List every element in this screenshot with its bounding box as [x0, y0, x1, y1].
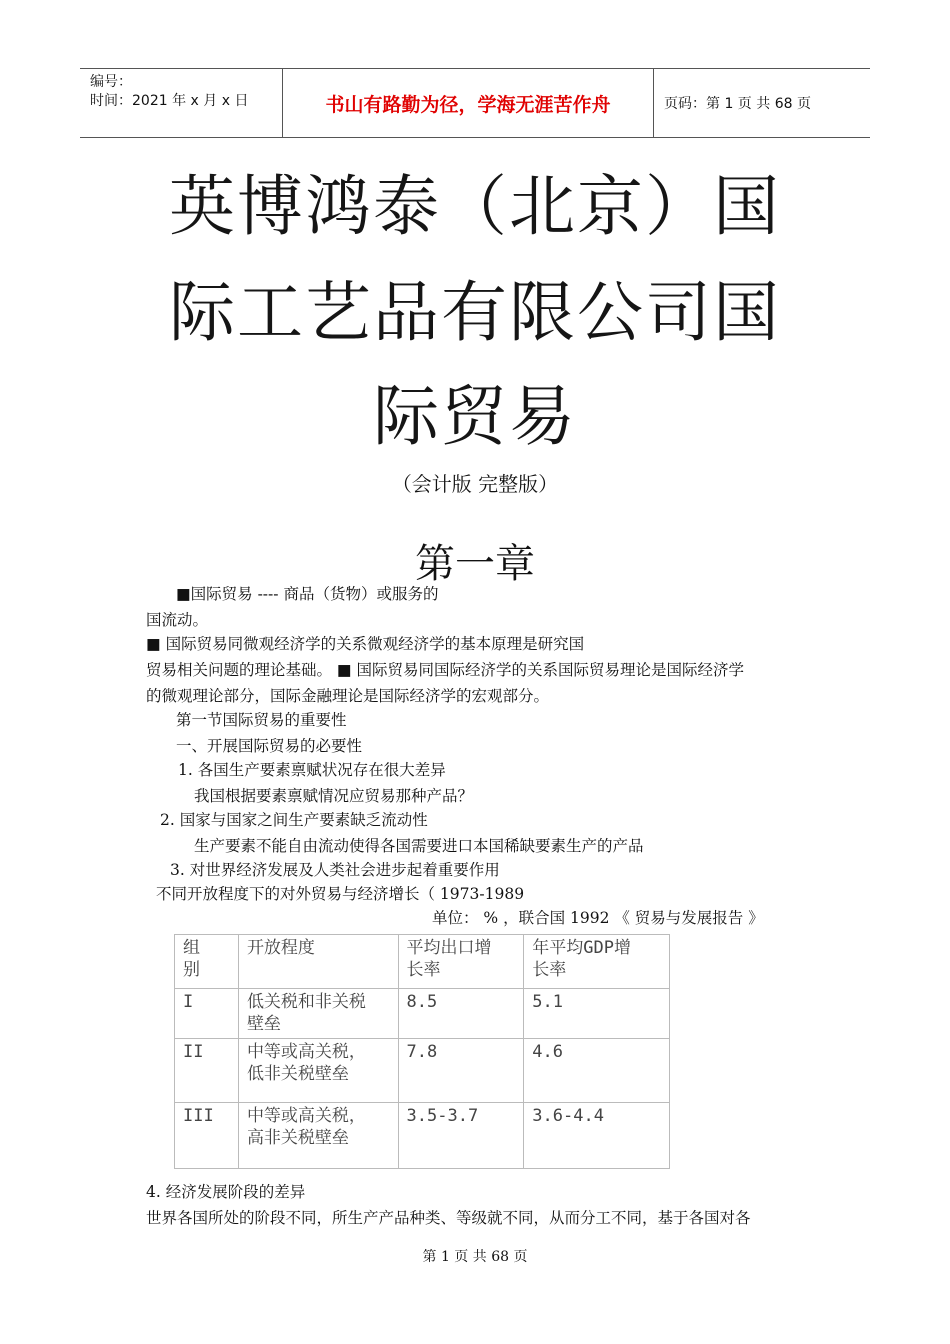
table-cell: III [175, 1103, 239, 1169]
list-item: 1. 各国生产要素禀赋状况存在很大差异 [178, 761, 446, 779]
subtitle: （会计版 完整版） [391, 472, 559, 496]
list-item: 3. 对世界经济发展及人类社会进步起着重要作用 [170, 861, 500, 879]
table-caption: 不同开放程度下的对外贸易与经济增长（ 1973-1989 [156, 885, 525, 903]
growth-table [174, 934, 670, 1169]
table-header-row [175, 935, 670, 989]
table-header-cell: 年平均GDP增 长率 [524, 935, 670, 989]
header-motto: 书山有路勤为径，学海无涯苦作舟 [282, 69, 654, 137]
table-cell: 中等或高关税， 低非关税壁垒 [238, 1039, 398, 1103]
paragraph: ■ 国际贸易同微观经济学的关系微观经济学的基本原理是研究国 [146, 635, 585, 653]
section-heading: 第一节国际贸易的重要性 [176, 711, 347, 729]
table-row [175, 1103, 670, 1169]
paragraph: 国流动。 [146, 611, 209, 629]
paragraph: 我国根据要素禀赋情况应贸易那种产品？ [194, 787, 474, 805]
header-time-label: 时间：2021 年 x 月 x 日 [90, 93, 249, 109]
table-cell: 8.5 [398, 989, 524, 1039]
table-row [175, 989, 670, 1039]
page-footer: 第 1 页 共 68 页 [422, 1249, 528, 1265]
list-item: 4. 经济发展阶段的差异 [146, 1183, 306, 1201]
table-cell: 4.6 [524, 1039, 670, 1103]
paragraph: 生产要素不能自由流动使得各国需要进口本国稀缺要素生产的产品 [194, 837, 644, 855]
subsection-heading: 一、开展国际贸易的必要性 [176, 737, 363, 755]
table-cell: 7.8 [398, 1039, 524, 1103]
header-number-label: 编号： [90, 74, 132, 90]
paragraph: ■国际贸易 ---- 商品（货物）或服务的 [176, 585, 439, 603]
table-source: 单位： % ，联合国 1992 《 贸易与发展报告 》 [432, 909, 764, 927]
table-cell: 3.5-3.7 [398, 1103, 524, 1169]
header-page-info: 页码：第 1 页 共 68 页 [664, 96, 811, 112]
chapter-heading: 第一章 [415, 541, 535, 587]
paragraph: 世界各国所处的阶段不同，所生产产品种类、等级就不同，从而分工不同，基于各国对各 [146, 1209, 751, 1227]
table-row [175, 1039, 670, 1103]
table-header-cell: 组 别 [175, 935, 239, 989]
table-cell: II [175, 1039, 239, 1103]
list-item: 2. 国家与国家之间生产要素缺乏流动性 [160, 811, 428, 829]
paragraph: 贸易相关问题的理论基础。 ■ 国际贸易同国际经济学的关系国际贸易理论是国际经济学 [146, 661, 745, 679]
table-header-cell: 开放程度 [238, 935, 398, 989]
page-header [80, 68, 870, 138]
table-cell: 5.1 [524, 989, 670, 1039]
table-cell: 中等或高关税， 高非关税壁垒 [238, 1103, 398, 1169]
title-line-2: 际工艺品有限公司国 [169, 274, 781, 351]
title-line-1: 英博鸿泰（北京）国 [169, 168, 781, 245]
table-header-cell: 平均出口增 长率 [398, 935, 524, 989]
paragraph: 的微观理论部分，国际金融理论是国际经济学的宏观部分。 [146, 687, 550, 705]
table-cell: I [175, 989, 239, 1039]
table-cell: 低关税和非关税 壁垒 [238, 989, 398, 1039]
title-line-3: 际贸易 [373, 378, 577, 455]
table-cell: 3.6-4.4 [524, 1103, 670, 1169]
header-meta [80, 69, 280, 137]
